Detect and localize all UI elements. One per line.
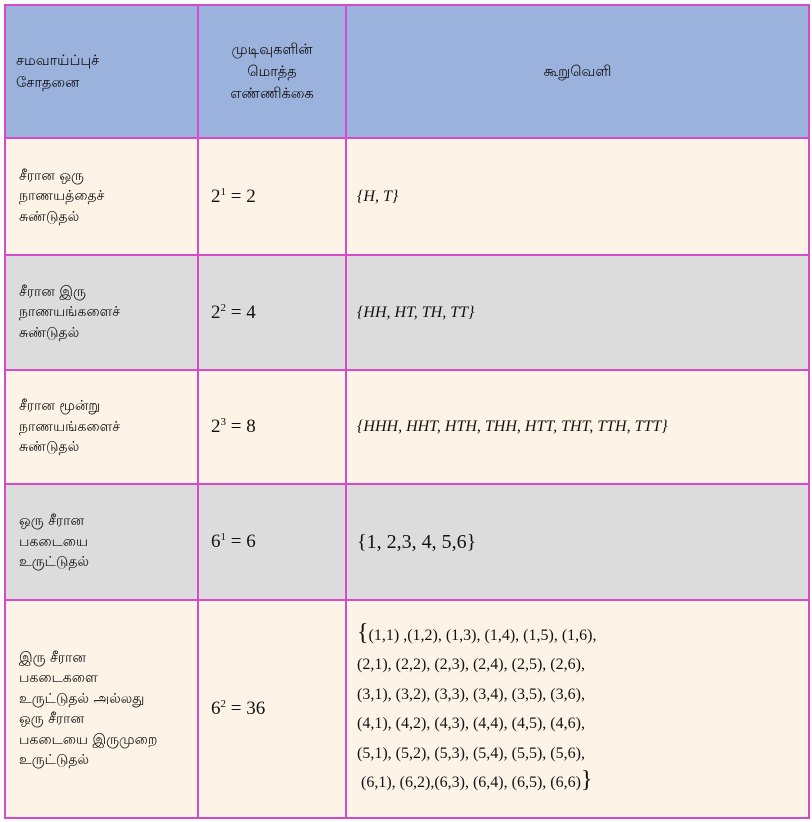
header-row (5, 5, 809, 138)
experiment-cell: சீரான ஒரு நாணயத்தைச் சுண்டுதல் (5, 138, 198, 255)
dice-line: (6,1), (6,2),(6,3), (6,4), (6,5), (6,6)} (361, 767, 593, 793)
dice-line: (5,1), (5,2), (5,3), (5,4), (5,5), (5,6), (357, 744, 585, 762)
dice-line: {(1,1) ,(1,2), (1,3), (1,4), (1,5), (1,6), (357, 619, 597, 646)
experiment-cell: சீரான மூன்று நாணயங்களைச் சுண்டுதல் (5, 370, 198, 484)
total-outcomes-cell: $6^2 = 36$ (198, 600, 346, 818)
table-row (5, 484, 809, 600)
experiment-cell: சீரான இரு நாணயங்களைச் சுண்டுதல் (5, 255, 198, 370)
experiment-cell: இரு சீரான பகடைகளை உருட்டுதல் அல்லது ஒரு சீரான பகடையை இருமுறை உருட்டுதல் (5, 600, 198, 818)
dice-line: (2,1), (2,2), (2,3), (2,4), (2,5), (2,6), (357, 656, 585, 673)
table-row (5, 600, 809, 818)
dice-line: (4,1), (4,2), (4,3), (4,4), (4,5), (4,6), (357, 715, 585, 732)
total-outcomes-cell: $2^1 = 2$ (198, 138, 346, 255)
sample-space-cell: {H, T} (346, 138, 809, 255)
sample-space-cell: {HHH, HHT, HTH, THH, HTT, THT, TTH, TTT} (346, 370, 809, 484)
table-row (5, 255, 809, 370)
total-outcomes-cell: $6^1 = 6$ (198, 484, 346, 600)
dice-line: (3,1), (3,2), (3,3), (3,4), (3,5), (3,6), (357, 685, 585, 703)
total-outcomes-cell: $2^3 = 8$ (198, 370, 346, 484)
sample-space-table (4, 4, 810, 819)
sample-space-cell (346, 600, 809, 818)
close-brace: } (580, 767, 593, 793)
header-experiment: சமவாய்ப்புச் சோதனை (5, 5, 198, 138)
open-brace: { (357, 619, 369, 646)
sample-space-cell: {1, 2,3, 4, 5,6} (346, 484, 809, 600)
table-row (5, 370, 809, 484)
table-row (5, 138, 809, 255)
header-sample-space: கூறுவெளி (346, 5, 809, 138)
sample-space-cell: {HH, HT, TH, TT} (346, 255, 809, 370)
header-total-outcomes: முடிவுகளின் மொத்த எண்ணிக்கை (198, 5, 346, 138)
total-outcomes-cell: $2^2 = 4$ (198, 255, 346, 370)
experiment-cell: ஒரு சீரான பகடையை உருட்டுதல் (5, 484, 198, 600)
